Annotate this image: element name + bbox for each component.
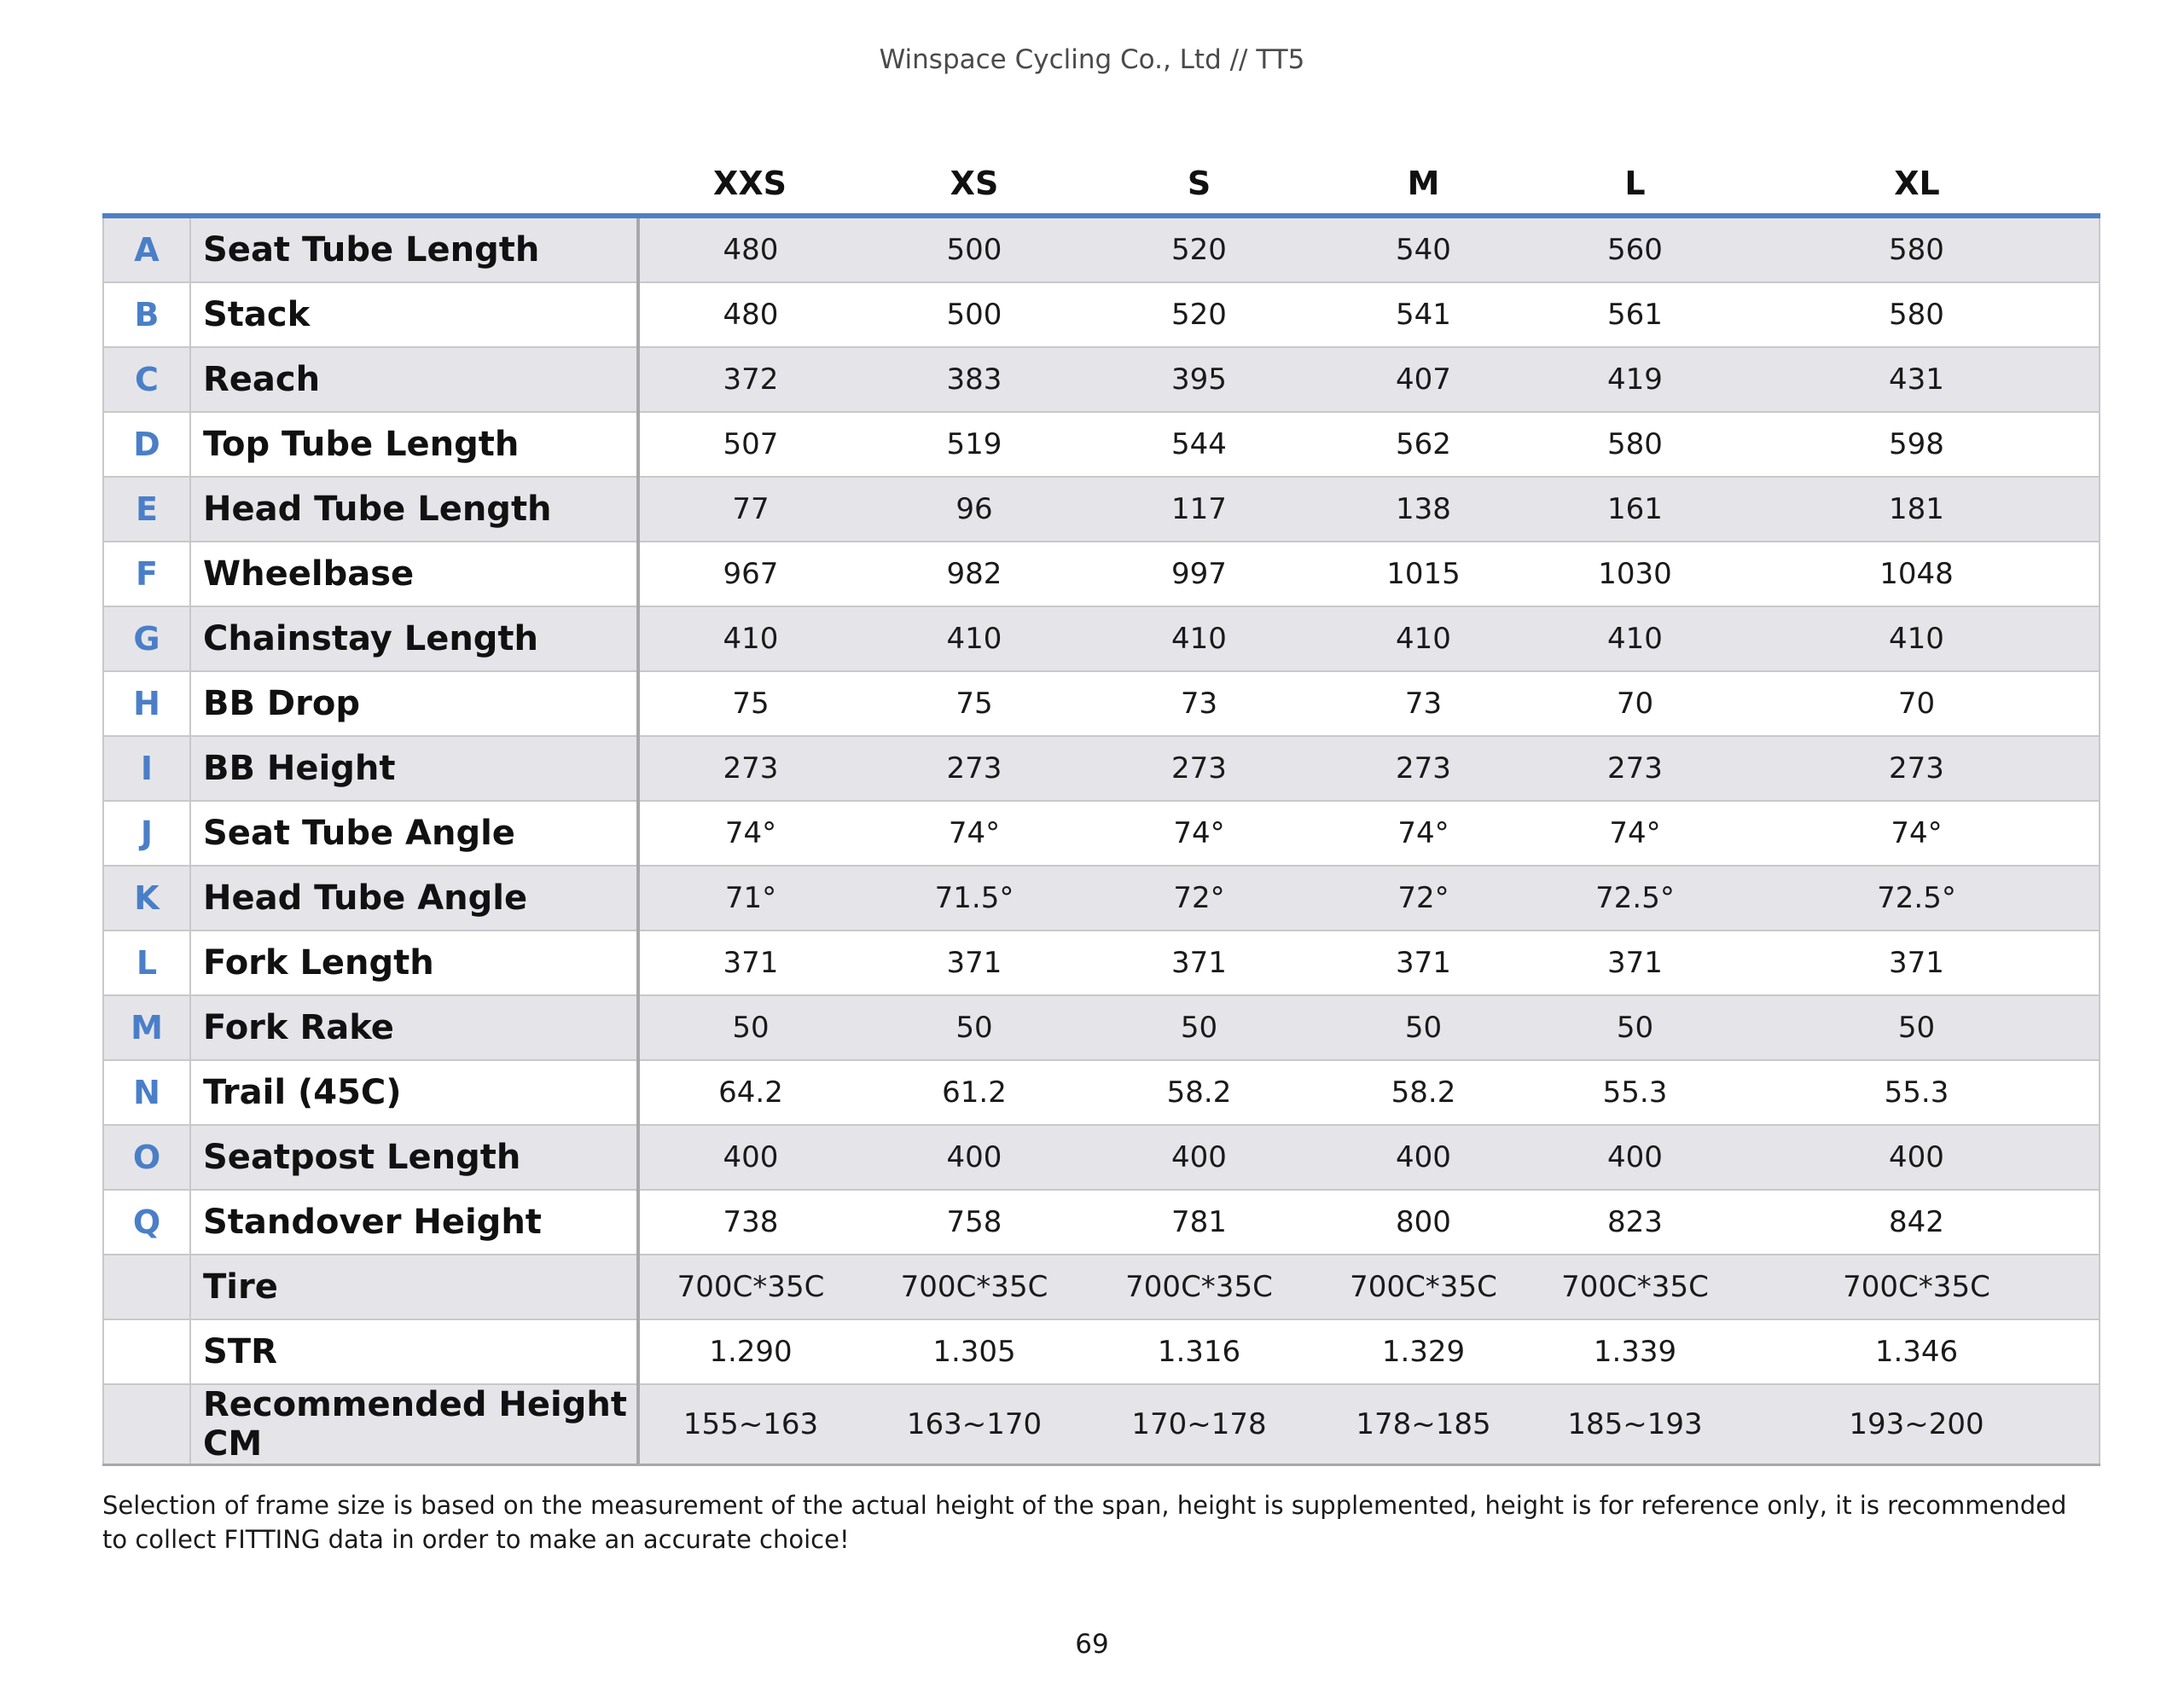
cell-value: 74° xyxy=(1311,801,1536,866)
row-letter: C xyxy=(103,347,190,412)
size-header-l: L xyxy=(1536,154,1734,216)
row-label: Chainstay Length xyxy=(190,606,638,671)
cell-value: 580 xyxy=(1734,216,2100,282)
cell-value: 273 xyxy=(862,736,1087,801)
row-letter: F xyxy=(103,542,190,606)
table-row xyxy=(103,1255,2100,1319)
cell-value: 967 xyxy=(638,542,862,606)
cell-value: 700C*35C xyxy=(862,1255,1087,1319)
row-label: Seat Tube Length xyxy=(190,216,638,282)
table-row xyxy=(103,542,2100,606)
row-label: Seat Tube Angle xyxy=(190,801,638,866)
row-letter: D xyxy=(103,412,190,477)
cell-value: 500 xyxy=(862,216,1087,282)
geometry-table xyxy=(102,154,2100,1466)
row-label: Trail (45C) xyxy=(190,1060,638,1125)
row-label: Head Tube Length xyxy=(190,477,638,542)
cell-value: 507 xyxy=(638,412,862,477)
table-row xyxy=(103,1319,2100,1384)
row-letter xyxy=(103,1384,190,1465)
cell-value: 541 xyxy=(1311,282,1536,347)
cell-value: 71.5° xyxy=(862,866,1087,930)
size-header-xxs: XXS xyxy=(638,154,862,216)
cell-value: 73 xyxy=(1087,671,1311,736)
cell-value: 1048 xyxy=(1734,542,2100,606)
row-label: Wheelbase xyxy=(190,542,638,606)
cell-value: 371 xyxy=(638,930,862,995)
cell-value: 540 xyxy=(1311,216,1536,282)
cell-value: 407 xyxy=(1311,347,1536,412)
cell-value: 544 xyxy=(1087,412,1311,477)
table-row xyxy=(103,995,2100,1060)
cell-value: 781 xyxy=(1087,1190,1311,1255)
document-header: Winspace Cycling Co., Ltd // TT5 xyxy=(879,44,1305,75)
cell-value: 273 xyxy=(638,736,862,801)
cell-value: 61.2 xyxy=(862,1060,1087,1125)
cell-value: 70 xyxy=(1536,671,1734,736)
row-letter xyxy=(103,1319,190,1384)
cell-value: 161 xyxy=(1536,477,1734,542)
cell-value: 700C*35C xyxy=(638,1255,862,1319)
cell-value: 96 xyxy=(862,477,1087,542)
row-label: BB Height xyxy=(190,736,638,801)
table-row xyxy=(103,477,2100,542)
cell-value: 1.316 xyxy=(1087,1319,1311,1384)
cell-value: 273 xyxy=(1087,736,1311,801)
header-spacer-letter xyxy=(103,154,190,216)
row-label: Tire xyxy=(190,1255,638,1319)
cell-value: 419 xyxy=(1536,347,1734,412)
row-label: STR xyxy=(190,1319,638,1384)
row-letter: A xyxy=(103,216,190,282)
table-row xyxy=(103,347,2100,412)
cell-value: 50 xyxy=(1734,995,2100,1060)
cell-value: 73 xyxy=(1311,671,1536,736)
cell-value: 1.329 xyxy=(1311,1319,1536,1384)
cell-value: 72° xyxy=(1087,866,1311,930)
cell-value: 520 xyxy=(1087,282,1311,347)
cell-value: 1.290 xyxy=(638,1319,862,1384)
cell-value: 400 xyxy=(1536,1125,1734,1190)
cell-value: 395 xyxy=(1087,347,1311,412)
cell-value: 1015 xyxy=(1311,542,1536,606)
cell-value: 77 xyxy=(638,477,862,542)
cell-value: 273 xyxy=(1536,736,1734,801)
table-row xyxy=(103,412,2100,477)
cell-value: 72.5° xyxy=(1734,866,2100,930)
cell-value: 74° xyxy=(1734,801,2100,866)
cell-value: 74° xyxy=(1087,801,1311,866)
cell-value: 181 xyxy=(1734,477,2100,542)
cell-value: 500 xyxy=(862,282,1087,347)
row-letter: J xyxy=(103,801,190,866)
cell-value: 50 xyxy=(638,995,862,1060)
page-number: 69 xyxy=(1075,1629,1109,1660)
cell-value: 520 xyxy=(1087,216,1311,282)
row-label: Standover Height xyxy=(190,1190,638,1255)
cell-value: 700C*35C xyxy=(1311,1255,1536,1319)
cell-value: 155~163 xyxy=(638,1384,862,1465)
cell-value: 410 xyxy=(638,606,862,671)
row-letter: K xyxy=(103,866,190,930)
size-header-row xyxy=(103,154,2100,216)
table-row xyxy=(103,930,2100,995)
row-label: Fork Length xyxy=(190,930,638,995)
cell-value: 193~200 xyxy=(1734,1384,2100,1465)
row-letter: G xyxy=(103,606,190,671)
cell-value: 1.339 xyxy=(1536,1319,1734,1384)
cell-value: 383 xyxy=(862,347,1087,412)
row-letter: L xyxy=(103,930,190,995)
cell-value: 72° xyxy=(1311,866,1536,930)
table-row xyxy=(103,1190,2100,1255)
cell-value: 823 xyxy=(1536,1190,1734,1255)
cell-value: 1.305 xyxy=(862,1319,1087,1384)
cell-value: 519 xyxy=(862,412,1087,477)
table-row xyxy=(103,866,2100,930)
cell-value: 74° xyxy=(862,801,1087,866)
table-row xyxy=(103,671,2100,736)
cell-value: 480 xyxy=(638,216,862,282)
cell-value: 561 xyxy=(1536,282,1734,347)
cell-value: 70 xyxy=(1734,671,2100,736)
row-letter: B xyxy=(103,282,190,347)
row-letter: O xyxy=(103,1125,190,1190)
cell-value: 163~170 xyxy=(862,1384,1087,1465)
row-letter xyxy=(103,1255,190,1319)
cell-value: 58.2 xyxy=(1087,1060,1311,1125)
cell-value: 50 xyxy=(862,995,1087,1060)
cell-value: 410 xyxy=(1311,606,1536,671)
cell-value: 400 xyxy=(1311,1125,1536,1190)
cell-value: 178~185 xyxy=(1311,1384,1536,1465)
size-header-m: M xyxy=(1311,154,1536,216)
cell-value: 580 xyxy=(1536,412,1734,477)
table-row xyxy=(103,1125,2100,1190)
header-spacer-name xyxy=(190,154,638,216)
cell-value: 758 xyxy=(862,1190,1087,1255)
cell-value: 371 xyxy=(1087,930,1311,995)
size-header-xl: XL xyxy=(1734,154,2100,216)
cell-value: 410 xyxy=(1734,606,2100,671)
row-label: Seatpost Length xyxy=(190,1125,638,1190)
cell-value: 598 xyxy=(1734,412,2100,477)
cell-value: 410 xyxy=(862,606,1087,671)
cell-value: 410 xyxy=(1087,606,1311,671)
size-selection-note: Selection of frame size is based on the measurement of the actual height of the span, height is supplemented, height is for reference only, it is recommended to collect FITTING data in order to make an accurate choice! xyxy=(102,1491,2067,1554)
table-row xyxy=(103,216,2100,282)
cell-value: 74° xyxy=(1536,801,1734,866)
cell-value: 480 xyxy=(638,282,862,347)
cell-value: 55.3 xyxy=(1536,1060,1734,1125)
cell-value: 58.2 xyxy=(1311,1060,1536,1125)
table-body xyxy=(103,216,2100,1465)
row-letter: N xyxy=(103,1060,190,1125)
cell-value: 273 xyxy=(1311,736,1536,801)
row-letter: Q xyxy=(103,1190,190,1255)
cell-value: 117 xyxy=(1087,477,1311,542)
row-label: Top Tube Length xyxy=(190,412,638,477)
size-header-s: S xyxy=(1087,154,1311,216)
row-label: Head Tube Angle xyxy=(190,866,638,930)
cell-value: 50 xyxy=(1536,995,1734,1060)
cell-value: 982 xyxy=(862,542,1087,606)
row-label: BB Drop xyxy=(190,671,638,736)
row-letter: M xyxy=(103,995,190,1060)
cell-value: 842 xyxy=(1734,1190,2100,1255)
cell-value: 371 xyxy=(862,930,1087,995)
cell-value: 64.2 xyxy=(638,1060,862,1125)
table-row xyxy=(103,1060,2100,1125)
row-letter: H xyxy=(103,671,190,736)
cell-value: 400 xyxy=(1087,1125,1311,1190)
cell-value: 1030 xyxy=(1536,542,1734,606)
table-row xyxy=(103,282,2100,347)
cell-value: 800 xyxy=(1311,1190,1536,1255)
cell-value: 185~193 xyxy=(1536,1384,1734,1465)
cell-value: 371 xyxy=(1311,930,1536,995)
cell-value: 74° xyxy=(638,801,862,866)
cell-value: 431 xyxy=(1734,347,2100,412)
row-label: Recommended Height CM xyxy=(190,1384,638,1465)
table-header xyxy=(103,154,2100,216)
row-label: Fork Rake xyxy=(190,995,638,1060)
cell-value: 55.3 xyxy=(1734,1060,2100,1125)
cell-value: 562 xyxy=(1311,412,1536,477)
table-row xyxy=(103,1384,2100,1465)
cell-value: 138 xyxy=(1311,477,1536,542)
size-header-xs: XS xyxy=(862,154,1087,216)
table-row xyxy=(103,736,2100,801)
cell-value: 738 xyxy=(638,1190,862,1255)
table-row xyxy=(103,606,2100,671)
cell-value: 75 xyxy=(638,671,862,736)
cell-value: 997 xyxy=(1087,542,1311,606)
cell-value: 170~178 xyxy=(1087,1384,1311,1465)
cell-value: 400 xyxy=(862,1125,1087,1190)
cell-value: 400 xyxy=(1734,1125,2100,1190)
cell-value: 400 xyxy=(638,1125,862,1190)
row-label: Reach xyxy=(190,347,638,412)
cell-value: 560 xyxy=(1536,216,1734,282)
cell-value: 700C*35C xyxy=(1734,1255,2100,1319)
cell-value: 372 xyxy=(638,347,862,412)
cell-value: 71° xyxy=(638,866,862,930)
cell-value: 371 xyxy=(1734,930,2100,995)
cell-value: 72.5° xyxy=(1536,866,1734,930)
cell-value: 580 xyxy=(1734,282,2100,347)
row-letter: E xyxy=(103,477,190,542)
row-label: Stack xyxy=(190,282,638,347)
cell-value: 700C*35C xyxy=(1087,1255,1311,1319)
cell-value: 50 xyxy=(1087,995,1311,1060)
cell-value: 273 xyxy=(1734,736,2100,801)
cell-value: 371 xyxy=(1536,930,1734,995)
table-row xyxy=(103,801,2100,866)
cell-value: 75 xyxy=(862,671,1087,736)
row-letter: I xyxy=(103,736,190,801)
cell-value: 1.346 xyxy=(1734,1319,2100,1384)
cell-value: 50 xyxy=(1311,995,1536,1060)
cell-value: 700C*35C xyxy=(1536,1255,1734,1319)
cell-value: 410 xyxy=(1536,606,1734,671)
